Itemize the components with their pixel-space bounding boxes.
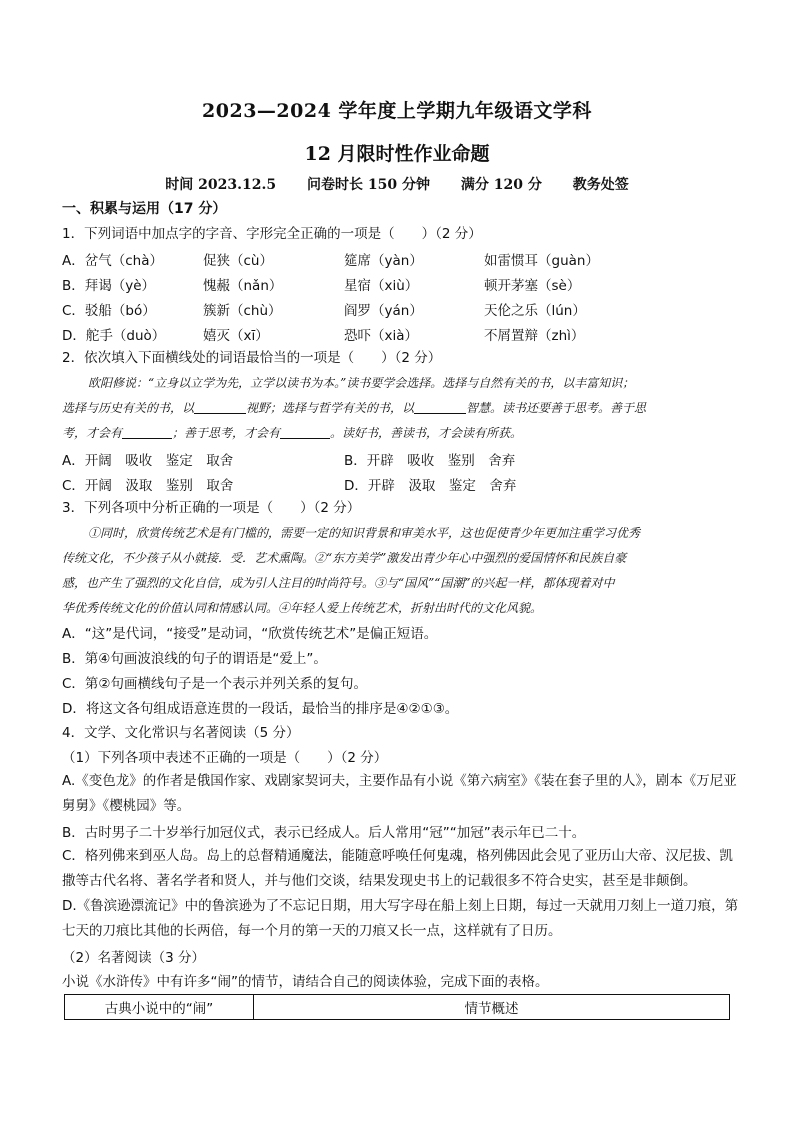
table-header-cell: 情节概述 [254, 995, 730, 1020]
q1-b-1: B．拜谒（yè） [62, 278, 156, 294]
q3-stem: 3．下列各项中分析正确的一项是（ ）（2 分） [62, 500, 361, 516]
blank-4 [280, 426, 330, 439]
table-header-cell: 古典小说中的“闹” [65, 995, 254, 1020]
q2-passage-line-3 [62, 421, 740, 446]
exam-title: 2023—2024 学年度上学期九年级语文学科 [202, 100, 592, 122]
q2-options-row-1 [62, 449, 742, 469]
q1-a-4: 如雷惯耳（guàn） [484, 253, 599, 269]
q4-sub1: （1）下列各项中表述不正确的一项是（ ）（2 分） [62, 750, 388, 766]
q1-b-4: 顿开茅塞（sè） [484, 278, 581, 294]
q3-passage-line-2: 传统文化，不少孩子从小就接．受．艺术熏陶。②“东方美学”激发出青少年心中强烈的爱国情怀和民族自豪 [62, 551, 627, 565]
q1-option-a [62, 249, 742, 269]
blank-3 [122, 426, 172, 439]
exam-meta [0, 174, 794, 194]
q2-text: 视野；选择与哲学有关的书，以 [246, 401, 415, 415]
q1-a-3: 筵席（yàn） [344, 253, 423, 269]
q1-option-b [62, 274, 742, 294]
q3-option-b: B．第④句画波浪线的句子的谓语是“爱上”。 [62, 651, 327, 667]
q4-sub2: （2）名著阅读（3 分） [62, 950, 205, 966]
q2-option-c: C．开阔 汲取 鉴别 取舍 [62, 478, 234, 494]
plot-table [64, 994, 730, 1020]
q4-option-c: C．格列佛来到巫人岛。岛上的总督精通魔法，能随意呼唤任何鬼魂，格列佛因此会见了亚历山大帝、汉尼拔、凯撒等古代名将、著名学者和贤人，并与他们交谈，结果发现史书上的记载很多不符合史实，甚至是非颠倒。 [62, 848, 733, 889]
q2-option-b: B．开辟 吸收 鉴别 舍弃 [344, 453, 516, 469]
q1-d-4: 不屑置辩（zhì） [484, 328, 585, 344]
q2-option-a: A．开阔 吸收 鉴定 取舍 [62, 453, 234, 469]
q2-passage-line-2 [62, 396, 740, 421]
q1-stem: 1．下列词语中加点字的字音、字形完全正确的一项是（ ）（2 分） [62, 226, 482, 242]
exam-subtitle: 12 月限时性作业命题 [304, 143, 490, 165]
section-heading: 一、积累与运用（17 分） [62, 201, 227, 217]
q4-option-a: A.《变色龙》的作者是俄国作家、戏剧家契诃夫，主要作品有小说《第六病室》《装在套子里的人》，剧本《万尼亚舅舅》《樱桃园》等。 [62, 773, 737, 814]
meta-score: 满分 120 分 [460, 177, 542, 193]
q4-sub2-intro: 小说《水浒传》中有许多“闹”的情节，请结合自己的阅读体验，完成下面的表格。 [62, 974, 549, 990]
q4-option-b: B．古时男子二十岁举行加冠仪式，表示已经成人。后人常用“冠”“加冠”表示年已二十。 [62, 825, 586, 841]
q2-text: 。读好书，善读书，才会读有所获。 [330, 426, 523, 440]
q1-a-1: A．岔气（chà） [62, 253, 163, 269]
q1-c-1: C．驳船（bó） [62, 303, 156, 319]
q3-option-d: D．将这文各句组成语意连贯的一段话，最恰当的排序是④②①③。 [62, 701, 459, 717]
q2-stem: 2．依次填入下面横线处的词语最恰当的一项是（ ）（2 分） [62, 350, 442, 366]
q3-option-c: C．第②句画横线句子是一个表示并列关系的复句。 [62, 676, 368, 692]
q2-passage-line-1: 欧阳修说：“立身以立学为先，立学以读书为本。”读书要学会选择。选择与自然有关的书，以丰富知识； [88, 376, 635, 390]
q4-option-d: D.《鲁滨逊漂流记》中的鲁滨逊为了不忘记日期，用大写字母在船上刻上日期，每过一天就用刀刻上一道刀痕，第七天的刀痕比其他的长两倍，每一个月的第一天的刀痕又长一点，这样就有了日历。 [62, 898, 739, 939]
q2-options-row-2 [62, 474, 742, 494]
blank-1 [194, 401, 246, 414]
q1-b-2: 愧赧（nǎn） [203, 278, 283, 294]
meta-signature: 教务处签 [572, 177, 629, 193]
table-header-row [65, 995, 730, 1020]
q1-c-4: 天伦之乐（lún） [484, 303, 586, 319]
q2-text: 智慧。读书还要善于思考。善于思 [466, 401, 647, 415]
q2-text: 考，才会有 [62, 426, 123, 440]
q1-option-c [62, 299, 742, 319]
q1-b-3: 星宿（xiù） [344, 278, 419, 294]
q2-option-d: D．开辟 汲取 鉴定 舍弃 [344, 478, 517, 494]
q1-option-d [62, 324, 742, 344]
blank-2 [414, 401, 466, 414]
q1-d-2: 嬉灭（xī） [203, 328, 269, 344]
q2-text: ；善于思考，才会有 [172, 426, 281, 440]
q3-passage-line-3: 感，也产生了强烈的文化自信，成为引人注目的时尚符号。③与“国风”“国潮”的兴起一样，都体现着对中 [62, 576, 615, 590]
q1-c-2: 簇新（chù） [203, 303, 282, 319]
q1-a-2: 促狭（cù） [203, 253, 273, 269]
q3-passage-line-4: 华优秀传统文化的价值认同和情感认同。④年轻人爱上传统艺术，折射出时代的文化风貌。 [62, 601, 543, 615]
q1-c-3: 阎罗（yán） [344, 303, 423, 319]
q2-text: 选择与历史有关的书，以 [62, 401, 195, 415]
q1-d-1: D．舵手（duò） [62, 328, 166, 344]
q1-d-3: 恐吓（xià） [344, 328, 419, 344]
meta-date: 时间 2023.12.5 [165, 177, 277, 193]
meta-duration: 问卷时长 150 分钟 [306, 177, 430, 193]
q3-passage-line-1: ①同时，欣赏传统艺术是有门槛的，需要一定的知识背景和审美水平，这也促使青少年更加注重学习优秀 [88, 526, 641, 540]
q4-stem: 4．文学、文化常识与名著阅读（5 分） [62, 725, 300, 741]
q3-option-a: A．“这”是代词，“接受”是动词，“欣赏传统艺术”是偏正短语。 [62, 626, 438, 642]
